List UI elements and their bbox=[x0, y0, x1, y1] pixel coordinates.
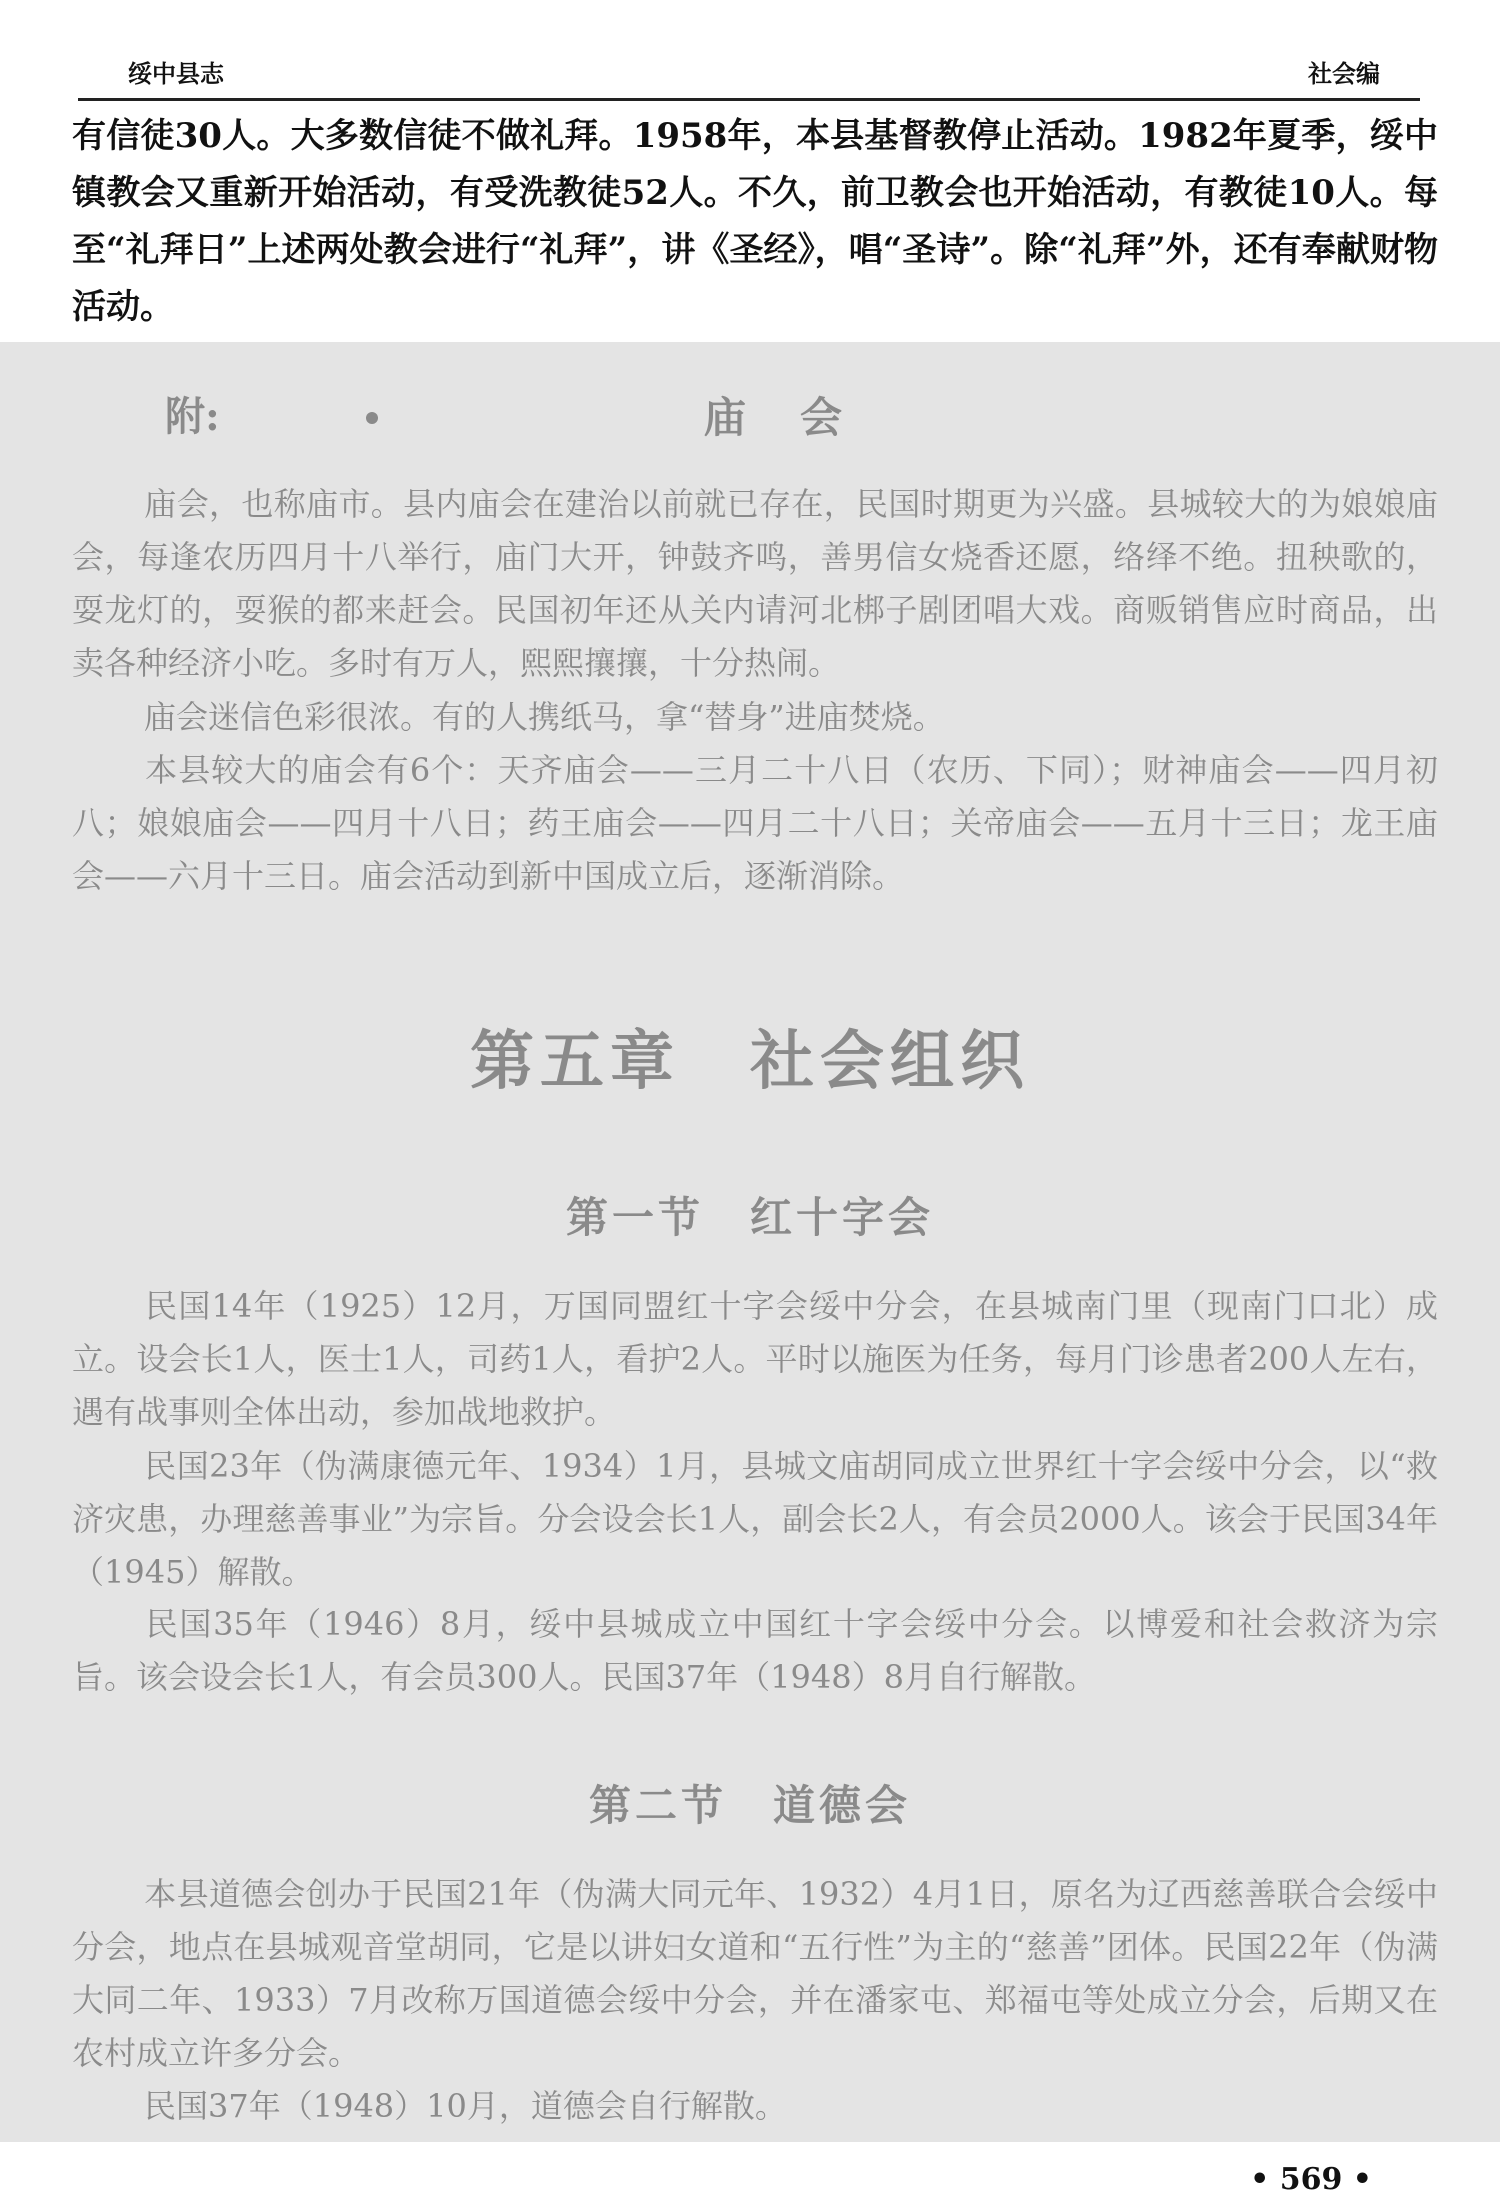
appendix-paragraph-3 bbox=[72, 744, 1438, 903]
section-2-paragraph-2-text: 民国37年（1948）10月，道德会自行解散。 bbox=[144, 2087, 787, 2125]
header-section-title: 社会编 bbox=[1308, 59, 1380, 88]
section-1-paragraph-2-text: 民国23年（伪满康德元年、1934）1月，县城文庙胡同成立世界红十字会绥中分会，以“救济灾患，办理慈善事业”为宗旨。分会设会长1人，副会长2人，有会员2000人。该会于民国34年（1945）解散。 bbox=[72, 1447, 1438, 1591]
section-2-paragraph-1-text: 本县道德会创办于民国21年（伪满大同元年、1932）4月1日，原名为辽西慈善联合会绥中分会，地点在县城观音堂胡同，它是以讲妇女道和“五行性”为主的“慈善”团体。民国22年（伪满大同二年、1933）7月改称万国道德会绥中分会，并在潘家屯、郑福屯等处成立分会，后期又在农村成立许多分会。 bbox=[72, 1875, 1438, 2072]
section-2-title: 第二节 道德会 bbox=[588, 1781, 911, 1830]
section-1-paragraph-1-text: 民国14年（1925）12月，万国同盟红十字会绥中分会，在县城南门里（现南门口北）成立。设会长1人，医士1人，司药1人，看护2人。平时以施医为任务，每月门诊患者200人左右，遇有战事则全体出动，参加战地救护。 bbox=[72, 1287, 1438, 1431]
section-1-paragraph-3 bbox=[72, 1598, 1438, 1704]
appendix-paragraph-1 bbox=[72, 478, 1438, 690]
section-2-paragraph-2 bbox=[72, 2080, 1438, 2133]
section-2-paragraph-1 bbox=[72, 1868, 1438, 2080]
top-paragraph: 有信徒30人。大多数信徒不做礼拜。1958年，本县基督教停止活动。1982年夏季，绥中镇教会又重新开始活动，有受洗教徒52人。不久，前卫教会也开始活动，有教徒10人。每至“礼拜日”上述两处教会进行“礼拜”，讲《圣经》，唱“圣诗”。除“礼拜”外，还有奉献财物活动。 bbox=[72, 116, 1438, 327]
appendix-paragraph-2 bbox=[72, 691, 1438, 744]
appendix-label: 附: bbox=[165, 393, 220, 440]
page-number: • 569 • bbox=[1250, 2162, 1372, 2197]
bullet-dot-icon bbox=[366, 412, 378, 424]
appendix-paragraph-1-text: 庙会，也称庙市。县内庙会在建治以前就已存在，民国时期更为兴盛。县城较大的为娘娘庙会，每逢农历四月十八举行，庙门大开，钟鼓齐鸣，善男信女烧香还愿，络绎不绝。扭秧歌的，耍龙灯的，耍猴的都来赶会。民国初年还从关内请河北梆子剧团唱大戏。商贩销售应时商品，出卖各种经济小吃。多时有万人，熙熙攘攘，十分热闹。 bbox=[72, 485, 1438, 682]
appendix-paragraph-3-text: 本县较大的庙会有6个：天齐庙会——三月二十八日（农历、下同）；财神庙会——四月初八；娘娘庙会——四月十八日；药王庙会——四月二十八日；关帝庙会——五月十三日；龙王庙会——六月十三日。庙会活动到新中国成立后，逐渐消除。 bbox=[72, 751, 1438, 895]
section-1-paragraph-2 bbox=[72, 1440, 1438, 1599]
appendix-paragraph-2-text: 庙会迷信色彩很浓。有的人携纸马，拿“替身”进庙焚烧。 bbox=[144, 698, 945, 736]
chapter-title: 第五章 社会组织 bbox=[470, 1024, 1030, 1099]
section-1-paragraph-3-text: 民国35年（1946）8月，绥中县城成立中国红十字会绥中分会。以博爱和社会救济为宗旨。该会设会长1人，有会员300人。民国37年（1948）8月自行解散。 bbox=[72, 1605, 1438, 1696]
appendix-title: 庙会 bbox=[704, 393, 897, 442]
section-1-title: 第一节 红十字会 bbox=[565, 1193, 934, 1242]
page-header bbox=[78, 48, 1420, 101]
header-book-title: 绥中县志 bbox=[128, 59, 224, 88]
section-1-paragraph-1 bbox=[72, 1280, 1438, 1439]
